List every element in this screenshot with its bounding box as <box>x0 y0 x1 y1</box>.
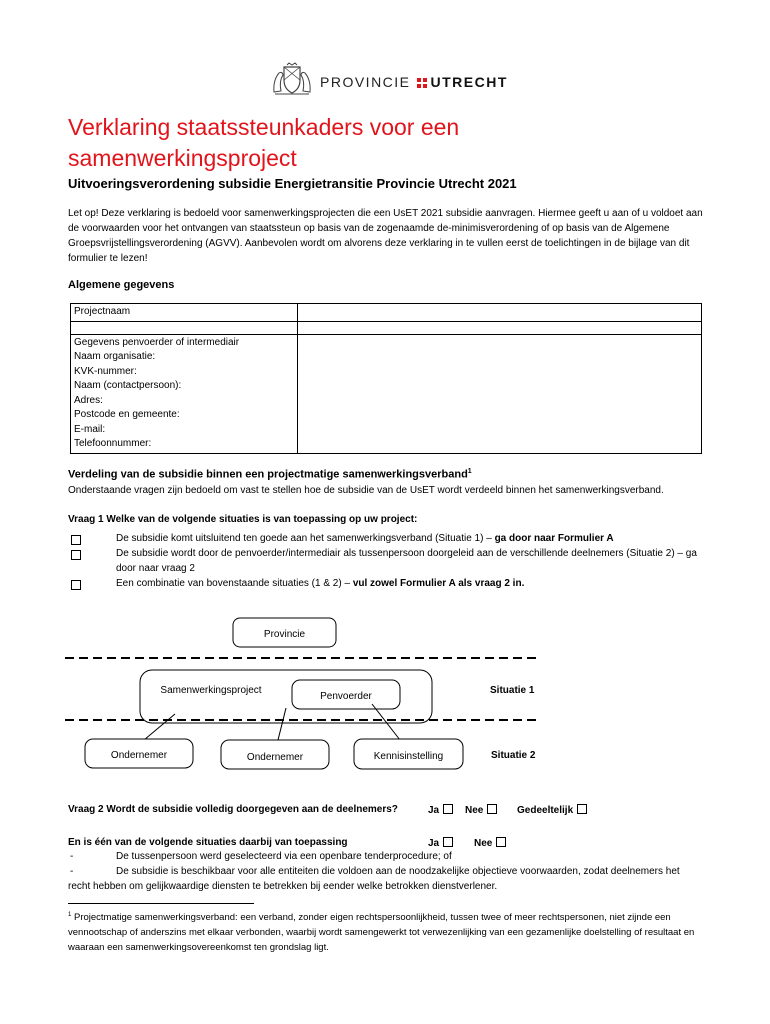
q3-bullet-1: De tussenpersoon werd geselecteerd via een openbare tenderprocedure; of <box>116 851 452 862</box>
page-title: Verklaring staatssteunkaders voor een samenwerkingsproject <box>68 114 460 171</box>
footnote <box>68 908 708 955</box>
footnote-marker: 1 <box>68 912 72 918</box>
option2-checkbox[interactable] <box>71 550 81 560</box>
field-label-contact: Naam (contactpersoon): <box>74 380 182 391</box>
question2-label: Vraag 2 Wordt de subsidie volledig doorgegeven aan de deelnemers? <box>68 804 398 815</box>
bullet-marker: - <box>70 866 74 877</box>
table-row <box>71 334 702 453</box>
province-utrecht-crest-icon <box>271 62 313 96</box>
applicant-fields-labels <box>71 334 298 453</box>
q3-ja-label: Ja <box>428 838 440 849</box>
situatie2-label: Situatie 2 <box>491 750 536 761</box>
field-label-phone: Telefoonnummer: <box>74 438 152 449</box>
project-name-label: Projectnaam <box>71 304 298 322</box>
general-data-table <box>70 303 702 454</box>
option3-checkbox[interactable] <box>71 580 81 590</box>
ondernemer2-label: Ondernemer <box>246 752 304 763</box>
applicant-label: Gegevens penvoerder of intermediair <box>74 336 240 348</box>
distribution-description: Onderstaande vragen zijn bedoeld om vast te stellen hoe de subsidie van de UsET wordt verdeeld binnen het samenwerkingsverband. <box>68 485 664 496</box>
situatie1-label: Situatie 1 <box>490 685 535 696</box>
page-subtitle: Uitvoeringsverordening subsidie Energietransitie Provincie Utrecht 2021 <box>68 176 517 191</box>
footnote-ref[interactable]: 1 <box>467 468 472 475</box>
field-label-postcode: Postcode en gemeente: <box>74 409 180 420</box>
provincie-label: Provincie <box>263 629 306 640</box>
option1-body: De subsidie komt uitsluitend ten goede aan het samenwerkingsverband (Situatie 1) – <box>116 533 495 544</box>
q3-ja-checkbox[interactable] <box>443 837 453 847</box>
q3-ja-option[interactable] <box>428 837 453 849</box>
q3-nee-label: Nee <box>474 838 493 849</box>
q2-ja-option[interactable] <box>428 804 453 816</box>
q2-ja-checkbox[interactable] <box>443 804 453 814</box>
option3-bold: vul zowel Formulier A als vraag 2 in. <box>352 578 525 589</box>
province-logo <box>271 62 508 100</box>
q2-gedeeltelijk-label: Gedeeltelijk <box>517 805 574 816</box>
table-row <box>71 304 702 322</box>
option1-checkbox[interactable] <box>71 535 81 545</box>
applicant-fields-input[interactable] <box>298 334 702 453</box>
bullet-marker: - <box>70 851 74 862</box>
brand-name-utrecht: UTRECHT <box>430 74 508 90</box>
table-row <box>71 321 702 334</box>
general-heading: Algemene gegevens <box>68 279 175 291</box>
footnote-text: Projectmatige samenwerkingsverband: een verband, zonder eigen rechtspersoonlijkheid, tussen twee of meer rechtspersonen, niet zijnde een vennootschap of anderszins met elkaar verbonden, waarbij wordt samengewerkt tot verwezenlijking van een gezamenlijke doelstelling of resultaat en waaraan een samenwerkingsovereenkomst ten grondslag ligt. <box>68 912 695 954</box>
empty-cell <box>71 321 298 334</box>
footnote-divider <box>68 903 254 904</box>
distribution-heading-text: Verdeling van de subsidie binnen een projectmatige samenwerkingsverband <box>68 468 468 481</box>
intro-text: Let op! Deze verklaring is bedoeld voor samenwerkingsprojecten die een UsET 2021 subsidie aanvragen. Hiermee geeft u aan of u voldoet aan de voorwaarden voor het ontvangen van staatssteun op basis van de zogenaamde de-minimisverordening of op basis van de Algemene Groepsvrijstellingsverordening (AGVV). Aanbevolen wordt om alvorens deze verklaring in te vullen eerst de toelichtingen in de bijlage van dit formulier te lezen! <box>68 208 703 264</box>
field-label-address: Adres: <box>74 394 103 406</box>
option1-bold: ga door naar Formulier A <box>494 533 614 544</box>
option2-text: De subsidie wordt door de penvoerder/intermediair als tussenpersoon doorgeleid aan de verschillende deelnemers (Situatie 2) – ga door naar vraag 2 <box>116 548 697 574</box>
field-label-email: E-mail: <box>74 423 106 435</box>
q2-nee-checkbox[interactable] <box>487 804 497 814</box>
option3-body: Een combinatie van bovenstaande situaties (1 & 2) – <box>116 578 353 589</box>
field-label-kvk: KVK-nummer: <box>74 365 137 377</box>
field-label-organisation: Naam organisatie: <box>74 351 156 362</box>
penvoerder-label: Penvoerder <box>320 691 372 702</box>
samenwerkingsproject-label: Samenwerkingsproject <box>160 685 262 696</box>
brand-name-provincie: PROVINCIE <box>320 74 411 90</box>
subsidy-flow-diagram <box>60 610 560 780</box>
brand-dots-icon <box>417 78 427 88</box>
q2-nee-option[interactable] <box>465 804 497 816</box>
question1-label: Vraag 1 Welke van de volgende situaties is van toepassing op uw project: <box>68 514 418 525</box>
option3-text <box>116 576 706 591</box>
empty-cell <box>298 321 702 334</box>
q2-ja-label: Ja <box>428 805 440 816</box>
q2-nee-label: Nee <box>465 805 484 816</box>
q2-gedeeltelijk-option[interactable] <box>517 804 587 816</box>
distribution-heading <box>68 468 472 481</box>
q3-nee-checkbox[interactable] <box>496 837 506 847</box>
project-name-field[interactable] <box>298 304 702 322</box>
question3-label: En is één van de volgende situaties daarbij van toepassing <box>68 837 348 848</box>
q2-gedeeltelijk-checkbox[interactable] <box>577 804 587 814</box>
ondernemer1-label: Ondernemer <box>110 750 168 761</box>
kennisinstelling-label: Kennisinstelling <box>373 751 444 762</box>
q3-bullet-2: De subsidie is beschikbaar voor alle entiteiten die voldoen aan de noodzakelijke objectieve voorwaarden, zodat deelnemers het recht hebben om gelijkwaardige diensten te betrekken bij eender welke betrokken dienstverlener. <box>68 866 680 892</box>
q3-nee-option[interactable] <box>474 837 506 849</box>
option1-text <box>116 531 706 546</box>
